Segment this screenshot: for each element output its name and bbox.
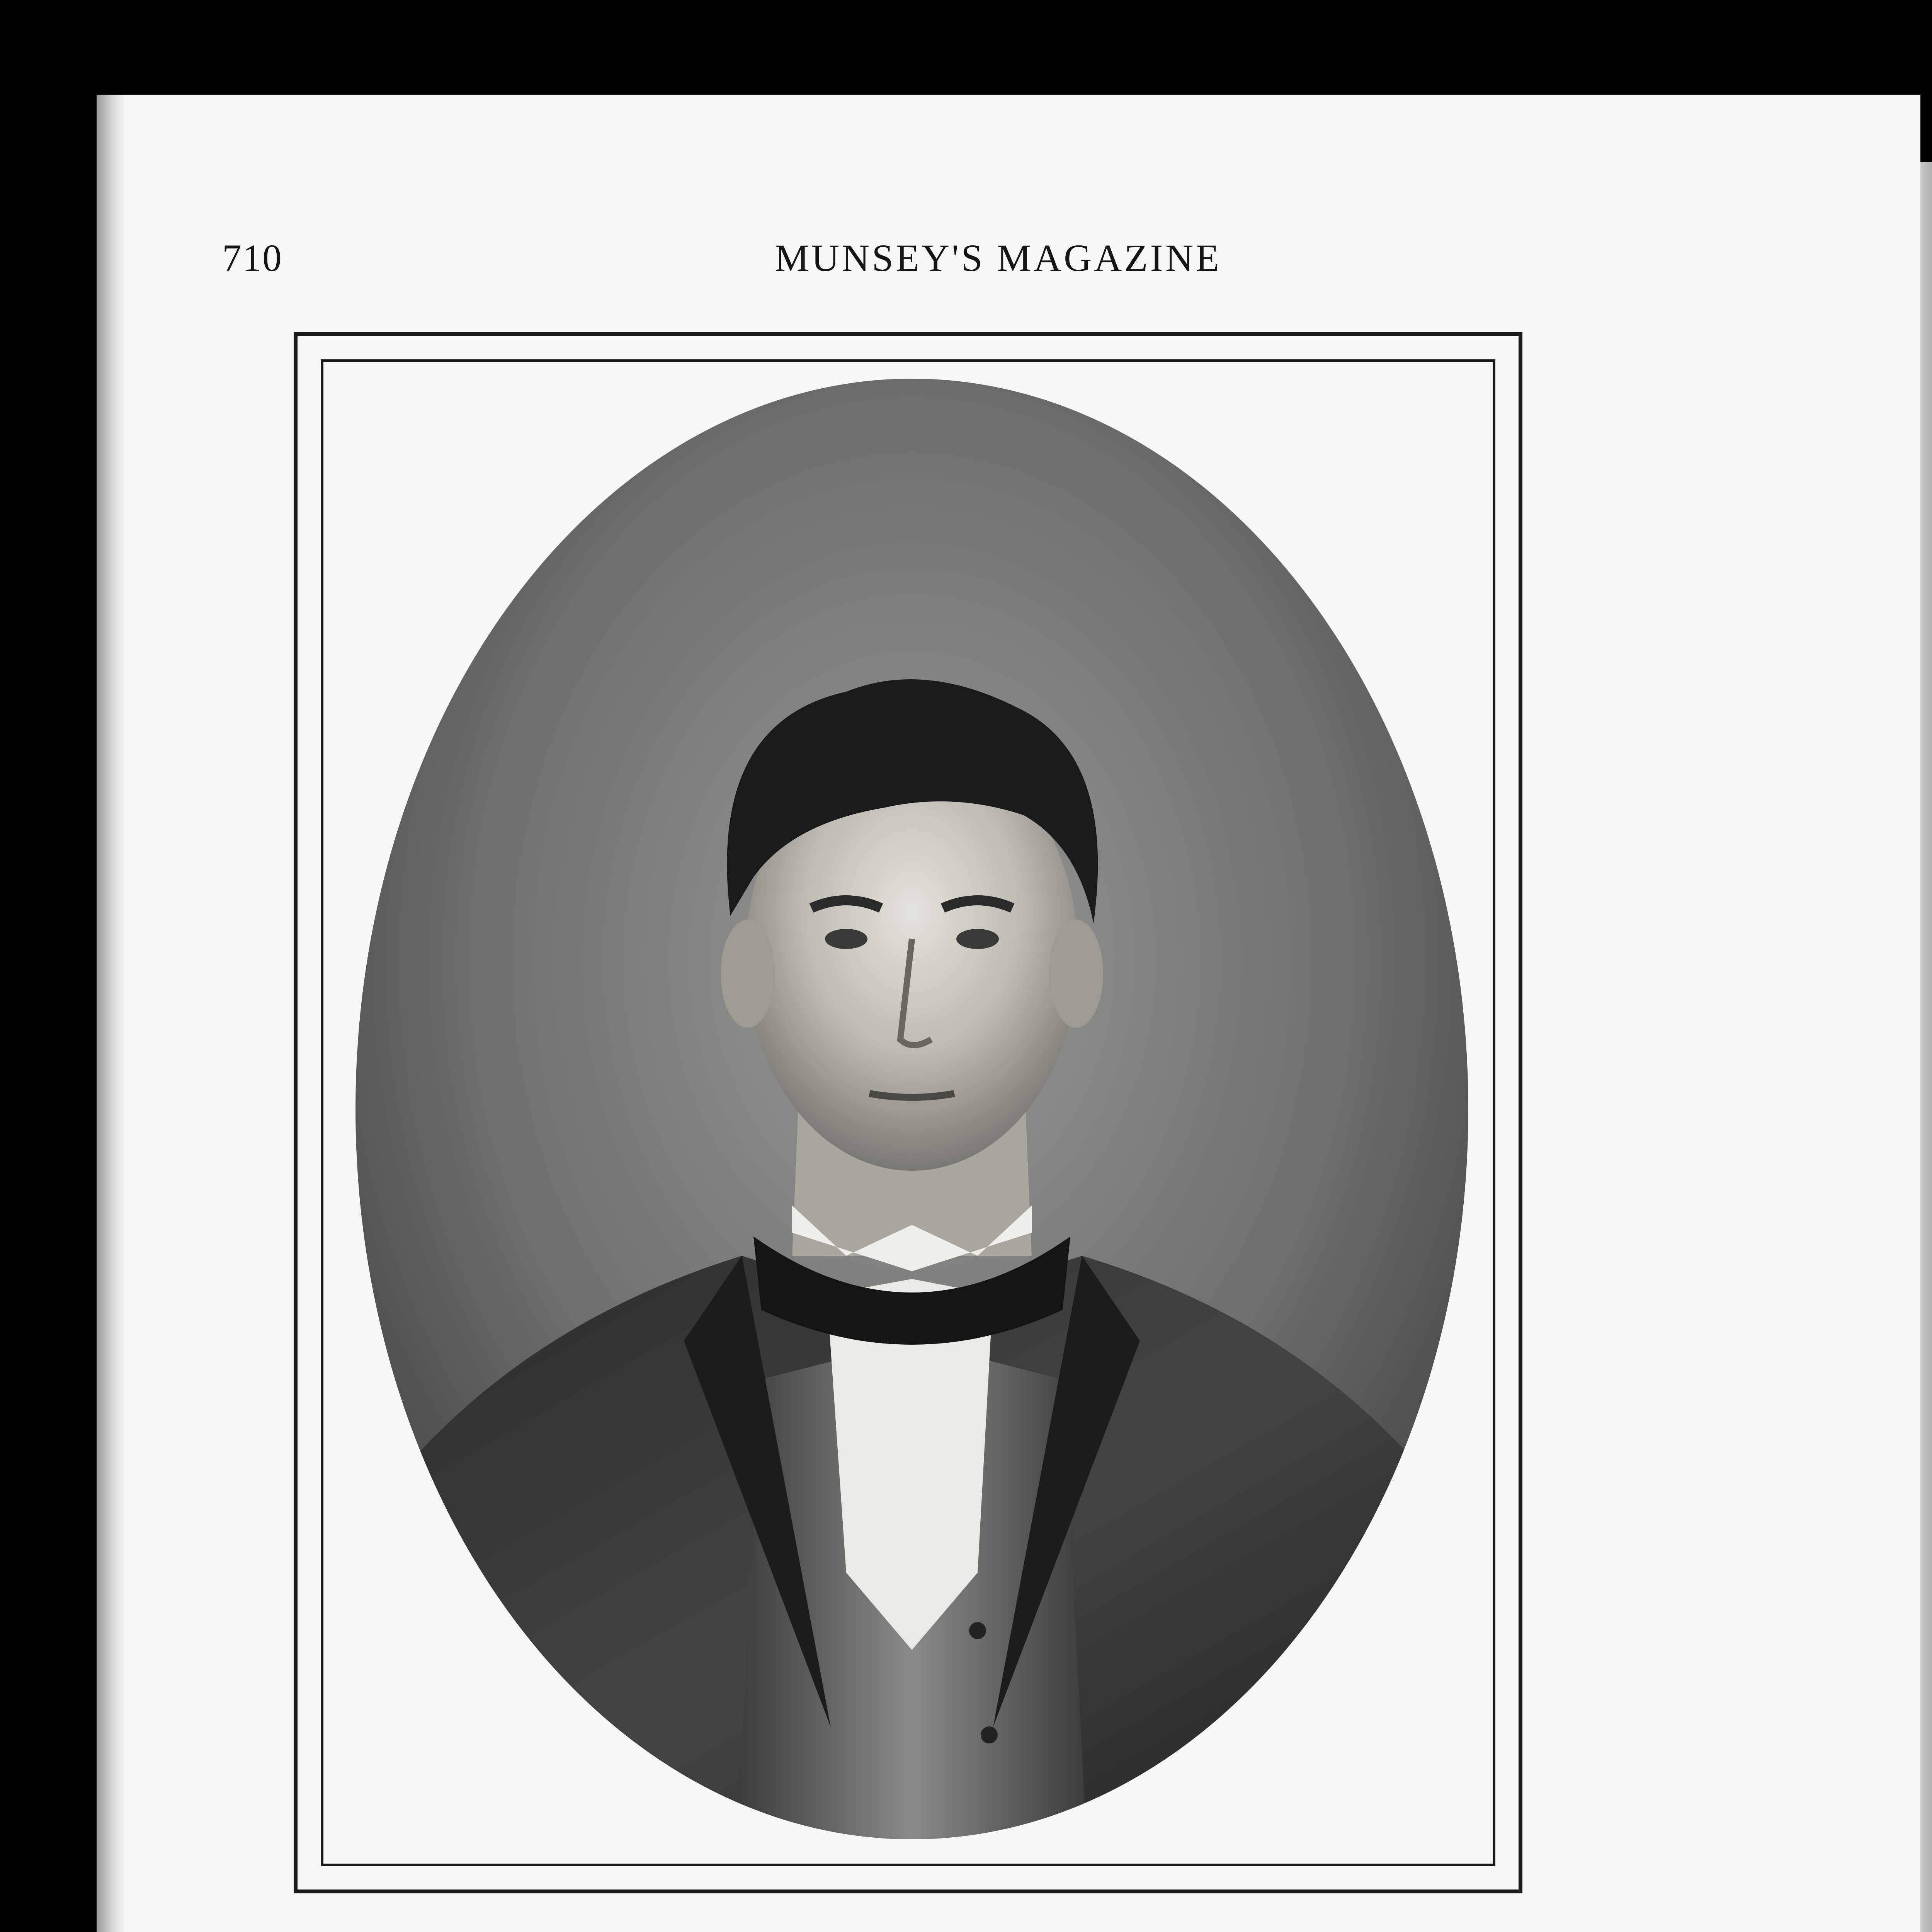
portrait-engraving [298,336,1526,1897]
portrait-frame [294,332,1522,1893]
running-head: MUNSEY'S MAGAZINE [775,236,1222,279]
page-number: 710 [222,236,282,279]
page-header [222,236,1265,282]
page-gutter [97,95,124,1932]
